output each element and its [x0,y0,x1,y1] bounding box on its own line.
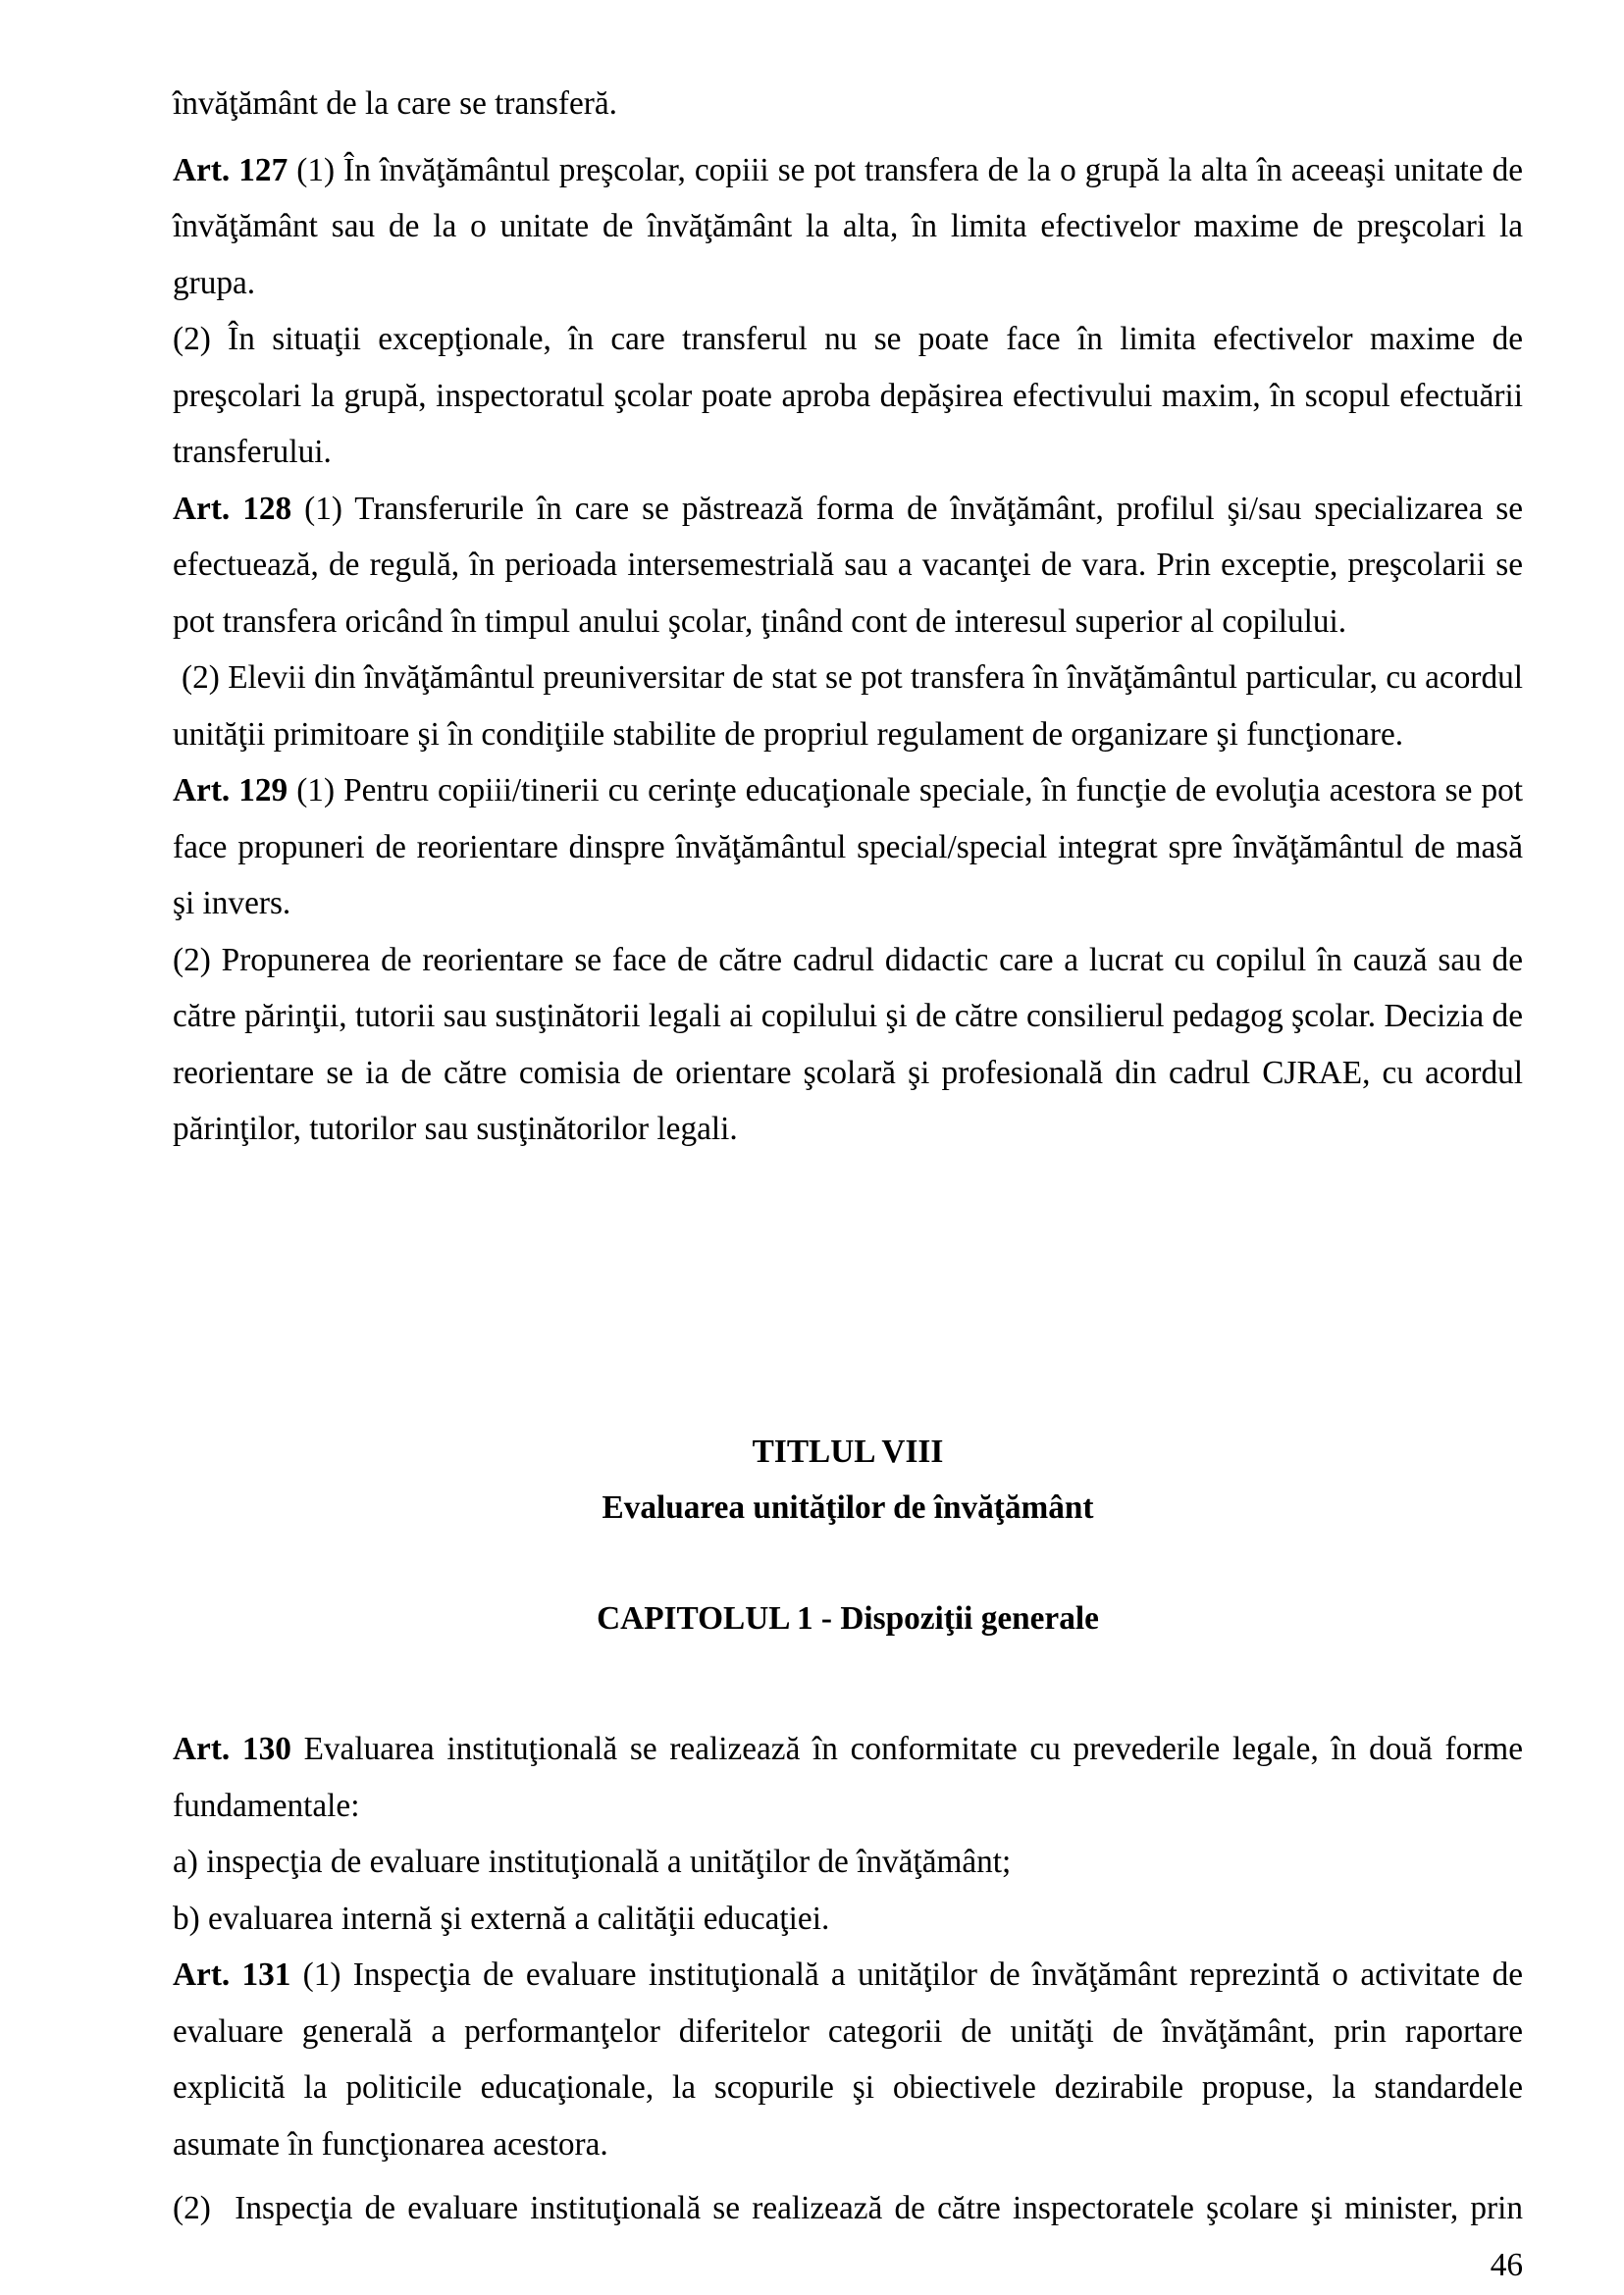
paragraph [173,311,1523,481]
paragraph-art-127 [173,142,1523,312]
paragraph-text: (1) Pentru copiii/tinerii cu cerinţe educaţionale speciale, în funcţie de evoluţia acestora se pot face propuneri de reorientare dinspre învăţământul special/special integrat spre învăţământul de masă şi invers. [173,772,1523,921]
page-number: 46 [1490,2246,1523,2283]
paragraph-text: a) inspecţia de evaluare instituţională a unităţilor de învăţământ; [173,1844,1012,1880]
article-number: Art. 131 [173,1956,291,1993]
paragraph-text: (1) În învăţământul preşcolar, copiii se pot transfera de la o grupă la alta în aceeaşi unitate de învăţământ sau de la o unitate de învăţământ la alta, în limita efectivelor maxime de preşcolari la grupa. [173,151,1523,301]
paragraph-text: învăţământ de la care se transferă. [173,85,617,122]
article-number: Art. 128 [173,490,292,527]
paragraph [173,650,1523,762]
paragraph-text: (2) Inspecţia de evaluare instituţională se realizează de către inspectoratele şcolare şi minister, prin [173,2190,1523,2226]
chapter-heading: CAPITOLUL 1 - Dispoziţii generale [597,1599,1099,1637]
paragraph [173,2180,1523,2237]
paragraph [173,932,1523,1158]
list-item-b [173,1891,1523,1948]
article-number: Art. 129 [173,772,288,808]
article-number: Art. 127 [173,151,288,188]
title-heading: TITLUL VIII [752,1433,944,1470]
paragraph-text: (1) Inspecţia de evaluare instituţională a unităţilor de învăţământ reprezintă o activitate de evaluare generală a performanţelor diferitelor categorii de unităţi de învăţământ, prin raportare explicită la politicile educaţionale, la scopurile şi obiectivele dezirabile propuse, la standardele asumate în funcţionarea acestora. [173,1956,1524,2163]
paragraph-art-128 [173,481,1523,651]
article-number: Art. 130 [173,1731,291,1767]
subtitle-heading: Evaluarea unităţilor de învăţământ [602,1489,1094,1526]
paragraph-text: Evaluarea instituţională se realizează în conformitate cu prevederile legale, în două forme fundamentale: [173,1731,1523,1824]
paragraph-text: (2) Elevii din învăţământul preuniversitar de stat se pot transfera în învăţământul particular, cu acordul unităţii primitoare şi în condiţiile stabilite de propriul regulament de organizare şi funcţionare. [173,659,1523,753]
paragraph [173,76,1523,132]
paragraph-text: (2) Propunerea de reorientare se face de către cadrul didactic care a lucrat cu copilul în cauză sau de către părinţii, tutorii sau susţinătorii legali ai copilului şi de către consilierul pedagog şcolar. Decizia de reorientare se ia de către comisia de orientare şcolară şi profesională din cadrul CJRAE, cu acordul părinţilor, tutorilor sau susţinătorilor legali. [173,941,1523,1147]
paragraph-art-129 [173,762,1523,932]
paragraph-text: (1) Transferurile în care se păstrează forma de învăţământ, profilul şi/sau specializarea se efectuează, de regulă, în perioada intersemestrială sau a vacanţei de vara. Prin exceptie, preşcolarii se pot transfera oricând în timpul anului şcolar, ţinând cont de interesul superior al copilului. [173,490,1523,640]
paragraph-text: (2) În situaţii excepţionale, în care transferul nu se poate face în limita efectivelor maxime de preşcolari la grupă, inspectoratul şcolar poate aproba depăşirea efectivului maxim, în scopul efectuării transferului. [173,321,1523,470]
paragraph-art-131 [173,1947,1523,2172]
paragraph-text: b) evaluarea internă şi externă a calităţii educaţiei. [173,1900,830,1937]
list-item-a [173,1834,1523,1891]
paragraph-art-130 [173,1721,1523,1834]
